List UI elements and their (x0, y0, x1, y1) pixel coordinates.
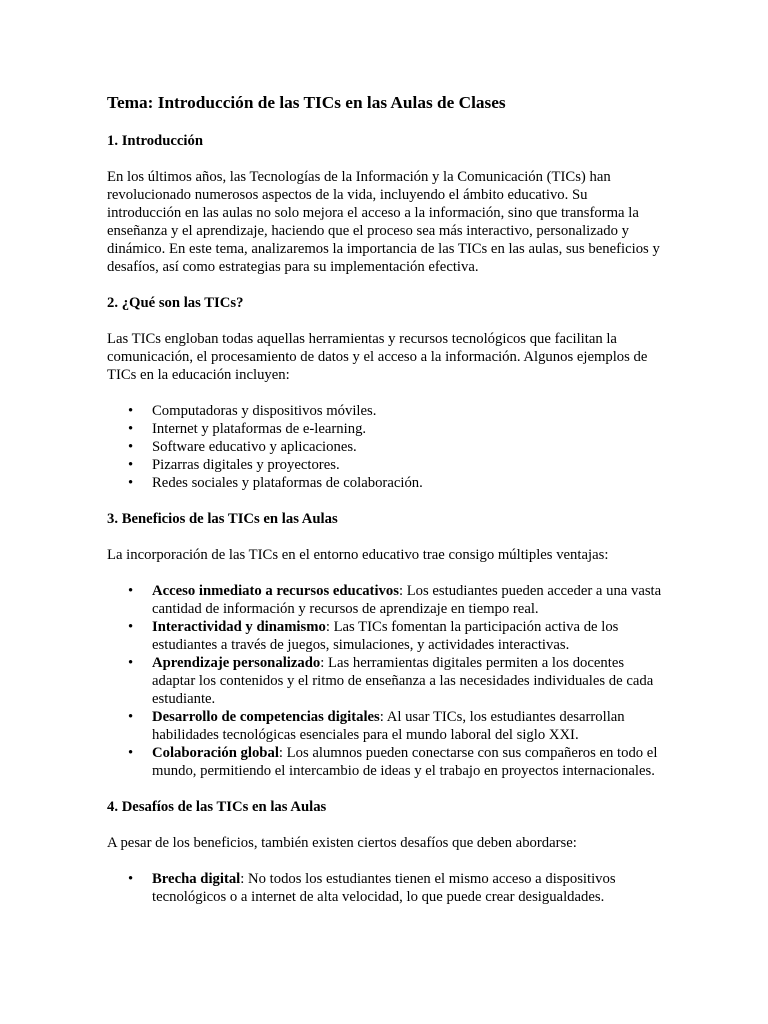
section-heading-desafios: 4. Desafíos de las TICs en las Aulas (107, 799, 327, 815)
desafios-list (107, 870, 662, 906)
section-heading-que-son: 2. ¿Qué son las TICs? (107, 295, 244, 311)
list-item-text: : Al usar TICs, los estudiantes desarrollan habilidades tecnológicas esenciales para el mundo laboral del siglo XXI. (152, 709, 625, 743)
section-heading-introduccion: 1. Introducción (107, 133, 204, 149)
bullet-icon: • (128, 745, 134, 761)
list-item (107, 744, 662, 780)
bullet-icon: • (128, 421, 134, 437)
list-item (107, 456, 662, 474)
document-page (107, 92, 662, 924)
list-item-text: Software educativo y aplicaciones. (152, 439, 357, 455)
list-item (107, 654, 662, 708)
list-item-text: Computadoras y dispositivos móviles. (152, 403, 377, 419)
list-item-text: : Los estudiantes pueden acceder a una vasta cantidad de información y recursos de aprendizaje en tiempo real. (152, 583, 662, 617)
bullet-icon: • (128, 457, 134, 473)
bullet-icon: • (128, 619, 134, 635)
ejemplos-list (107, 402, 662, 492)
beneficios-paragraph: La incorporación de las TICs en el entorno educativo trae consigo múltiples ventajas: (107, 547, 609, 563)
document-title: Tema: Introducción de las TICs en las Aulas de Clases (107, 93, 506, 112)
list-item (107, 474, 662, 492)
beneficios-list (107, 582, 662, 780)
bullet-icon: • (128, 709, 134, 725)
que-son-paragraph: Las TICs engloban todas aquellas herramientas y recursos tecnológicos que facilitan la comunicación, el procesamiento de datos y el acceso a la información. Algunos ejemplos de TICs en la educación incluyen: (107, 331, 648, 383)
list-item-text: Internet y plataformas de e-learning. (152, 421, 367, 437)
list-item (107, 420, 662, 438)
list-item-term: Aprendizaje personalizado (152, 655, 321, 671)
bullet-icon: • (128, 403, 134, 419)
bullet-icon: • (128, 439, 134, 455)
list-item-term: Desarrollo de competencias digitales (152, 709, 380, 725)
list-item-term: Acceso inmediato a recursos educativos (152, 583, 399, 599)
list-item-term: Brecha digital (152, 871, 241, 887)
bullet-icon: • (128, 583, 134, 599)
bullet-icon: • (128, 475, 134, 491)
list-item-text: Redes sociales y plataformas de colaboración. (152, 475, 423, 491)
list-item-text: : Las TICs fomentan la participación activa de los estudiantes a través de juegos, simulaciones, y actividades interactivas. (152, 619, 619, 653)
desafios-paragraph: A pesar de los beneficios, también existen ciertos desafíos que deben abordarse: (107, 835, 577, 851)
list-item (107, 582, 662, 618)
list-item (107, 438, 662, 456)
list-item (107, 402, 662, 420)
bullet-icon: • (128, 655, 134, 671)
list-item-text: : No todos los estudiantes tienen el mismo acceso a dispositivos tecnológicos o a internet de alta velocidad, lo que puede crear desigualdades. (152, 871, 616, 905)
list-item-text: Pizarras digitales y proyectores. (152, 457, 340, 473)
list-item (107, 618, 662, 654)
intro-paragraph: En los últimos años, las Tecnologías de la Información y la Comunicación (TICs) han revolucionado numerosos aspectos de la vida, incluyendo el ámbito educativo. Su introducción en las aulas no solo mejora el acceso a la información, sino que transforma la enseñanza y el aprendizaje, haciendo que el proceso sea más interactivo, personalizado y dinámico. En este tema, analizaremos la importancia de las TICs en las aulas, sus beneficios y desafíos, así como estrategias para su implementación efectiva. (107, 169, 660, 275)
list-item-text: : Las herramientas digitales permiten a los docentes adaptar los contenidos y el ritmo de enseñanza a las necesidades individuales de cada estudiante. (152, 655, 654, 707)
list-item (107, 708, 662, 744)
bullet-icon: • (128, 871, 134, 887)
list-item-term: Colaboración global (152, 745, 279, 761)
list-item-text: : Los alumnos pueden conectarse con sus compañeros en todo el mundo, permitiendo el intercambio de ideas y el trabajo en proyectos internacionales. (152, 745, 658, 779)
list-item-term: Interactividad y dinamismo (152, 619, 326, 635)
list-item (107, 870, 662, 906)
section-heading-beneficios: 3. Beneficios de las TICs en las Aulas (107, 511, 338, 527)
